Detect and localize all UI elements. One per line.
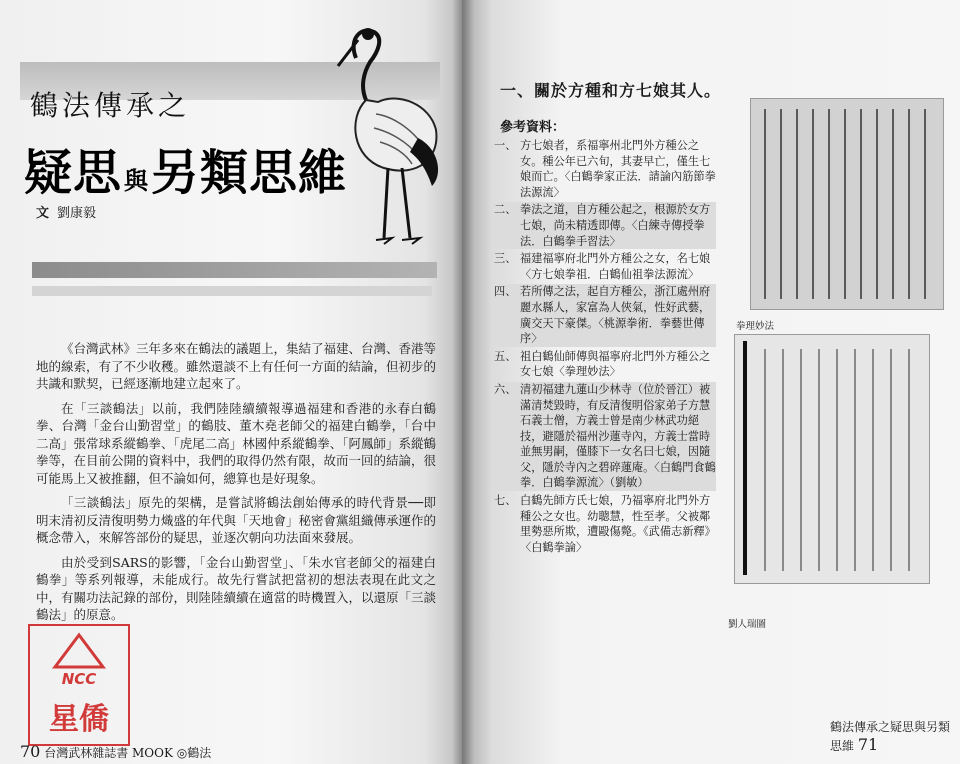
left-page <box>0 0 462 764</box>
reference-number: 六、 <box>494 382 517 396</box>
author-line <box>36 202 96 221</box>
manuscript-image-2 <box>734 334 930 584</box>
reference-text: 方七娘者，系福寧州北門外方種公之女。種公年已六旬，其妻早亡，僅生七娘而亡。〈白鶴拳家正法．請論內筋節拳法源流〉 <box>520 139 716 199</box>
page-number-right: 71 <box>857 735 879 754</box>
folio-right <box>830 718 960 754</box>
crane-illustration <box>318 18 448 253</box>
reference-number: 四、 <box>494 285 517 299</box>
reference-number: 三、 <box>494 252 517 266</box>
folio-left <box>20 742 211 761</box>
reference-text: 祖白鶴仙師傳與福寧府北門外方種公之女七娘〈拳理妙法〉 <box>520 349 711 379</box>
reference-item <box>494 382 716 491</box>
references-label: 參考資料： <box>500 120 566 135</box>
paragraph: 「三談鶴法」原先的架構，是嘗試將鶴法創始傳承的時代背景──即明末清初反清復明勢力熾盛的年代與「天地會」秘密會黨組織傳承運作的概念帶入，來解答部份的疑思，並逐次朝向功法面來發展。 <box>36 495 437 545</box>
reference-number: 一、 <box>494 139 517 152</box>
reference-text: 福建福寧府北門外方種公之女，名七娘〈方七娘拳祖．白鶴仙祖拳法源流〉 <box>520 252 711 281</box>
seal-stamp <box>28 624 130 746</box>
article-body <box>36 340 436 631</box>
reference-text: 拳法之道，自方種公起之，根源於女方七娘，尚未精透即傳。〈白練寺傳授拳法．白鶴拳手習法〉 <box>520 203 711 248</box>
folio-text-right: 鶴法傳承之疑思與另類思維 <box>830 720 951 753</box>
author-name: 劉康毅 <box>57 206 97 221</box>
triangle-icon <box>52 632 106 670</box>
author-label: 文 <box>36 206 50 221</box>
reference-item <box>494 251 716 282</box>
title-big-joiner: 與 <box>124 167 150 195</box>
paragraph: 由於受到SARS的影響，「金台山勤習堂」、「朱水官老師父的福建白鶴拳」等系列報導，未能成行。故先行嘗試把當初的想法表現在此文之中，有關功法記錄的部份，則陸陸續續在適當的時機置入，以還原「三談鶴法」的原意。 <box>36 554 437 622</box>
reference-number: 五、 <box>494 349 517 363</box>
reference-item <box>494 284 716 346</box>
title-big <box>24 134 347 203</box>
stamp-text: NCC <box>61 670 97 688</box>
caption-2: 劉人瑞圖 <box>728 619 767 630</box>
reference-item <box>494 138 716 200</box>
manuscript-texture <box>751 99 943 309</box>
title-big-part-a: 疑思 <box>24 145 123 201</box>
stamp-name: 星僑 <box>49 702 109 737</box>
book-gutter <box>452 0 474 764</box>
section-rule-dark <box>32 262 437 278</box>
reference-list <box>494 138 716 557</box>
paragraph: 在「三談鶴法」以前，我們陸陸續續報導過福建和香港的永春白鶴拳、台灣「金台山勤習堂」的鶴肢、董木堯老師父的福建白鶴拳，「台中二高」張常球系縱鶴拳、「虎尾二高」林國仲系縱鶴拳、「阿鳳師」系縱鶴拳等，在目前公開的資料中，我們的取得仍然有限，故而一回的結論，很可能馬上又被推翻，但不論如何，總算也是好現象。 <box>36 400 437 486</box>
reference-text: 清初福建九蓮山少林寺（位於晉江）被滿清焚毀時，有反清復明俗家弟子方慧石義士僧，方義士曾是南少林武功絕技，避隱於福州沙蓮寺內，方義士當時並無男嗣，僅膝下一女名曰七娘，因隨父，隱於寺內之碧碎蓮庵。〈白鶴門食鶴拳．白鶴拳源流〉（劉敏） <box>520 382 716 490</box>
title-big-part-b: 另類思維 <box>151 145 348 201</box>
section-rule-light <box>32 286 432 296</box>
reference-item <box>494 202 716 249</box>
title-small: 鶴法傳承之 <box>30 89 191 122</box>
reference-text: 若所傳之法，起自方種公，浙江處州府麗水縣人，家富為人俠氣，性好武藝，廣交天下豪傑。〈桃源拳術．拳藝世傳序〉 <box>520 285 711 346</box>
reference-number: 二、 <box>494 203 517 217</box>
reference-item <box>494 349 716 380</box>
caption-1: 拳理妙法 <box>736 321 775 332</box>
manuscript-texture <box>735 335 929 583</box>
reference-text: 白鶴先師方氏七娘，乃福寧府北門外方種公之女也。幼聰慧，性至孝。父被鄰里勢惡所欺，遭毆傷斃。《武備志新釋》〈白鶴拳論〉 <box>520 494 716 554</box>
page-number-left: 70 <box>20 742 41 761</box>
paragraph: 《台灣武林》三年多來在鶴法的議題上，集結了福建、台灣、香港等地的線索，有了不少收穫。雖然還談不上有任何一方面的結論，但初步的共識和默契，已經逐漸地建立起來了。 <box>36 341 437 391</box>
manuscript-image-1 <box>750 98 944 310</box>
reference-number: 七、 <box>494 494 517 508</box>
reference-item <box>494 493 716 555</box>
section-heading: 一、關於方種和方七娘其人。 <box>500 81 722 100</box>
folio-text-left: 台灣武林雜誌書 MOOK ◎鶴法 <box>44 746 212 760</box>
